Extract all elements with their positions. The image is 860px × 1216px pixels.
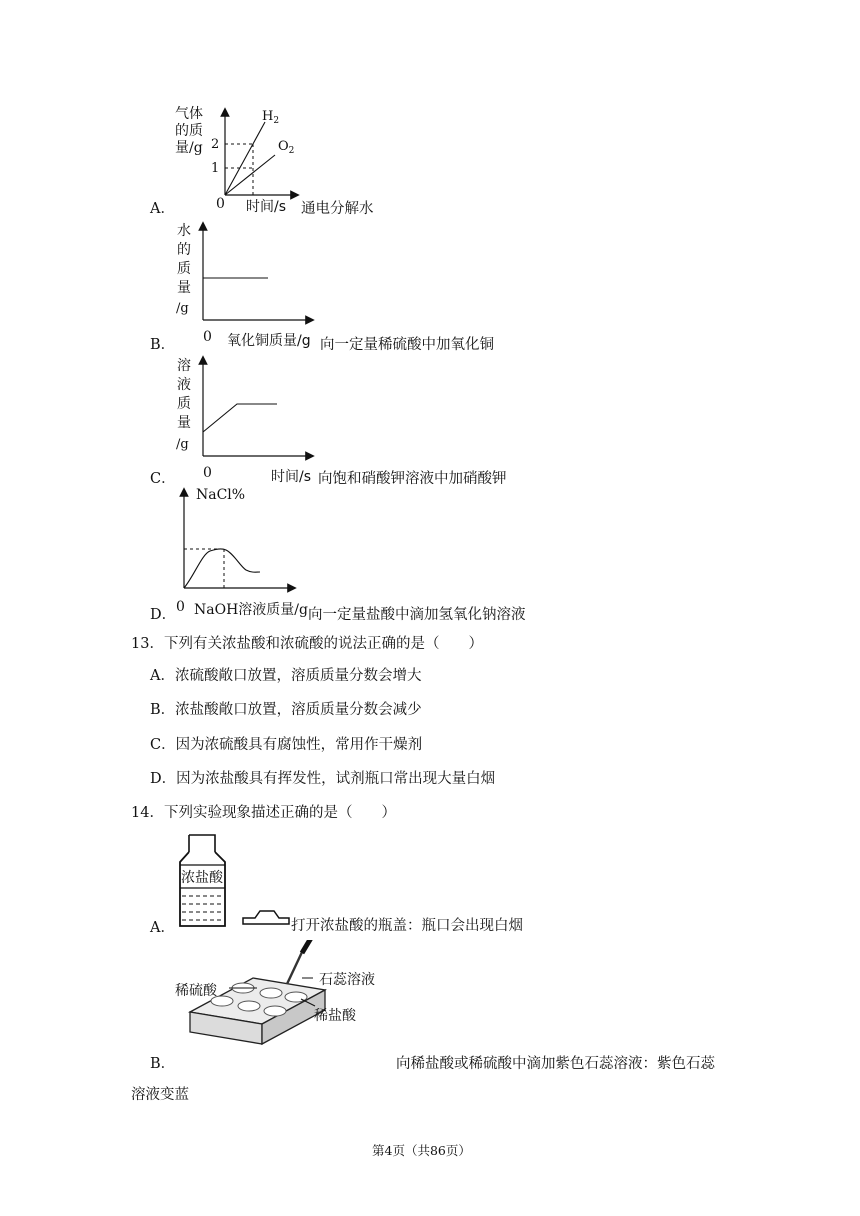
- well: [264, 1006, 286, 1016]
- q14-b-letter: B．: [150, 1056, 176, 1072]
- q12-d-letter: D．: [150, 607, 177, 623]
- q13-stem: 13．下列有关浓盐酸和浓硫酸的说法正确的是（ ）: [131, 636, 483, 652]
- graph-a-o2-label: [278, 139, 294, 156]
- q12-c-letter: C．: [150, 471, 176, 487]
- label-dilute-sulfuric: 稀硫酸: [175, 983, 217, 999]
- q13-option-a: A．浓硫酸敞口放置，溶质质量分数会增大: [150, 668, 422, 684]
- q14-a-caption: 打开浓盐酸的瓶盖：瓶口会出现白烟: [291, 918, 523, 934]
- graph-a-h2-line: [225, 122, 265, 195]
- graph-d-origin: 0: [176, 599, 185, 615]
- graph-d-ylabel: NaCl%: [196, 487, 246, 503]
- well: [260, 988, 282, 998]
- graph-c: [170, 354, 320, 466]
- label-dilute-hydrochloric: 稀盐酸: [314, 1008, 356, 1024]
- bottle-neck: [189, 835, 215, 852]
- bottle-shoulder: [180, 852, 225, 926]
- well: [238, 1001, 260, 1011]
- graph-c-ylabel-1: 溶: [177, 358, 191, 374]
- graph-b-xlabel: 氧化铜质量/g: [227, 333, 311, 349]
- dropper-tube: [287, 950, 303, 984]
- graph-a-h2-subscript: 2: [273, 116, 280, 126]
- graph-c-ylabel-4: 量: [177, 415, 191, 431]
- graph-c-origin: 0: [203, 465, 212, 481]
- stopper-icon: [243, 911, 289, 924]
- graph-a-ylabel-3: 量/g: [175, 140, 203, 156]
- spot-plate-illustration: [165, 940, 405, 1062]
- q13-option-c: C．因为浓硫酸具有腐蚀性，常用作干燥剂: [150, 737, 423, 753]
- q12-a-caption: 通电分解水: [301, 201, 374, 217]
- graph-c-line: [203, 404, 277, 432]
- graph-a-o2-symbol: O: [278, 139, 289, 154]
- graph-d-xlabel: NaOH溶液质量/g: [194, 602, 308, 618]
- graph-c-xlabel: 时间/s: [271, 469, 312, 485]
- bottle-label: 浓盐酸: [181, 870, 223, 886]
- q14-stem: 14．下列实验现象描述正确的是（ ）: [131, 805, 396, 821]
- q13-option-b: B．浓盐酸敞口放置，溶质质量分数会减少: [150, 702, 422, 718]
- q12-a-letter: A．: [150, 201, 175, 217]
- q14-a-letter: A．: [150, 920, 175, 936]
- graph-a-xlabel: 时间/s: [246, 199, 287, 215]
- graph-a-o2-subscript: 2: [288, 146, 295, 156]
- q12-b-caption: 向一定量稀硫酸中加氧化铜: [320, 337, 494, 353]
- dropper-bulb: [302, 940, 311, 953]
- page-footer: 第4页（共86页）: [372, 1143, 471, 1158]
- q12-d-caption: 向一定量盐酸中滴加氢氧化钠溶液: [308, 607, 526, 623]
- label-litmus: 石蕊溶液: [319, 972, 375, 988]
- graph-b: [170, 218, 320, 330]
- graph-b-ylabel-4: 量: [177, 280, 191, 296]
- graph-a-ylabel-2: 的质: [175, 123, 203, 139]
- graph-a-h2-symbol: H: [262, 109, 274, 124]
- q13-option-d: D．因为浓盐酸具有挥发性，试剂瓶口常出现大量白烟: [150, 771, 496, 787]
- graph-c-ylabel-2: 液: [177, 377, 191, 393]
- graph-b-ylabel-3: 质: [177, 261, 191, 277]
- graph-a-o2-line: [225, 155, 275, 195]
- graph-c-ylabel-3: 质: [177, 396, 191, 412]
- graph-a-ylabel-1: 气体: [175, 106, 203, 122]
- q14-b-caption-line1: 向稀盐酸或稀硫酸中滴加紫色石蕊溶液：紫色石蕊: [396, 1056, 715, 1072]
- graph-d-curve: [184, 549, 260, 588]
- graph-b-origin: 0: [203, 329, 212, 345]
- q12-c-caption: 向饱和硝酸钾溶液中加硝酸钾: [318, 471, 507, 487]
- graph-a-tick-1: 1: [211, 161, 220, 176]
- graph-a-tick-2: 2: [211, 137, 220, 152]
- graph-b-ylabel-1: 水: [177, 223, 191, 239]
- q12-b-letter: B．: [150, 337, 176, 353]
- graph-a-h2-label: [262, 109, 279, 126]
- graph-b-ylabel-5: /g: [176, 301, 189, 316]
- graph-c-ylabel-5: /g: [176, 437, 189, 452]
- q14-b-caption-line2: 溶液变蓝: [131, 1087, 189, 1103]
- graph-a-origin: 0: [216, 196, 225, 212]
- graph-b-ylabel-2: 的: [177, 242, 191, 258]
